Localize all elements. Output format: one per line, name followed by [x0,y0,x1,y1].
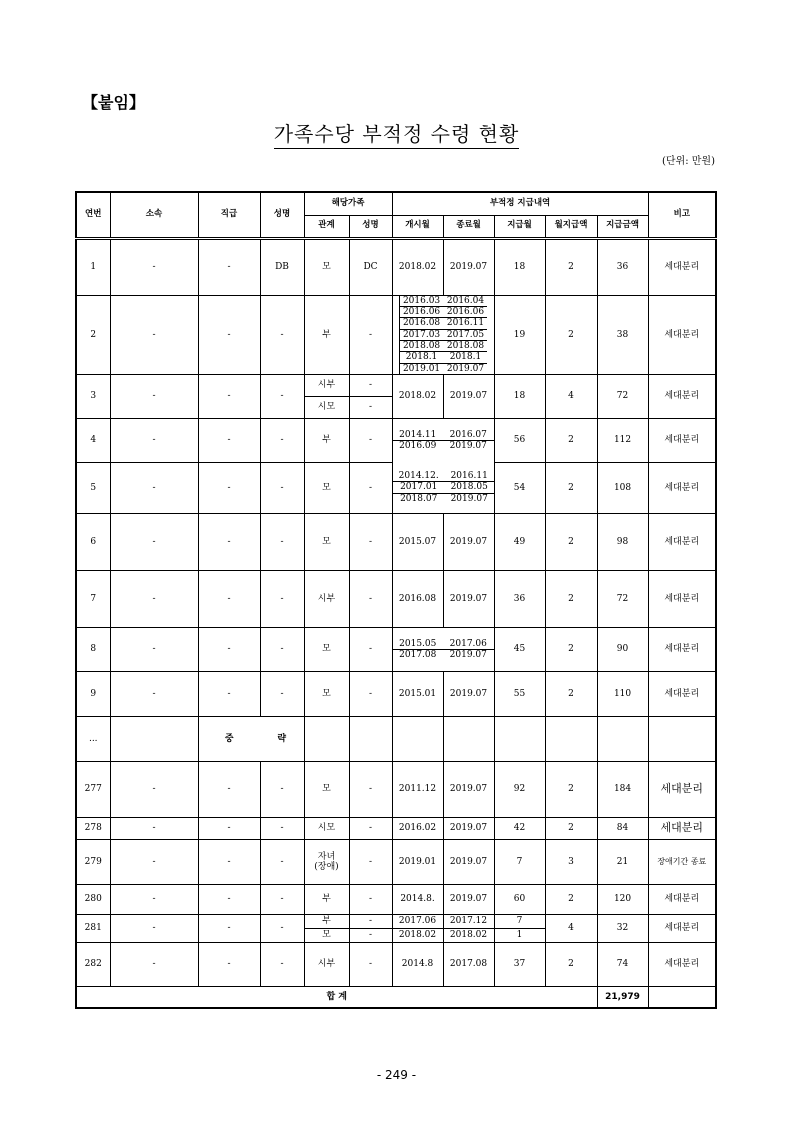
cell-rank: - [198,671,260,716]
table-row [76,295,716,374]
header-rank: 직급 [198,192,260,238]
cell-monthly: 2 [545,295,597,374]
cell-months: 56 [494,418,545,462]
header-monthly: 월지급액 [545,215,597,238]
cell-rank: - [198,839,260,884]
cell-end: 2019.07 [443,761,494,817]
cell-start: 2015.01 [392,671,443,716]
cell-name: - [260,761,304,817]
cell-rank: - [198,570,260,627]
cell-rank: - [198,238,260,295]
period-start: 2016.06 [399,306,443,317]
cell-rank: - [198,884,260,914]
cell-end: 2017.12 [443,914,494,928]
period-end: 2019.07 [446,363,485,374]
cell-dept: - [110,570,198,627]
cell-dept [110,716,198,761]
cell-amount: 84 [597,817,648,839]
cell-family-name: - [349,761,392,817]
cell-months: 7 [494,839,545,884]
cell-note: 세대분리 [648,295,716,374]
cell-relation [304,716,349,761]
period-end: 2019.07 [450,493,488,504]
cell-no: 9 [76,671,110,716]
header-note: 비고 [648,192,716,238]
cell-relation: 모 [304,928,349,942]
period-end: 2016.11 [445,471,494,482]
period-start: 2014.11 [393,430,444,441]
cell-family-name: DC [349,238,392,295]
cell-end: 2019.07 [443,671,494,716]
cell-amount: 98 [597,513,648,570]
cell-family-name: - [349,418,392,462]
cell-monthly: 2 [545,671,597,716]
cell-relation: 시모 [304,396,349,418]
cell-dept: - [110,238,198,295]
cell-family-name: - [349,462,392,513]
period-end: 2016.06 [444,306,488,317]
cell-no: ... [76,716,110,761]
title-text: 가족수당 부적정 수령 현황 [274,122,520,149]
cell-start: 2018.02 [392,238,443,295]
cell-months: 54 [494,462,545,513]
cell-note: 장애기간 종료 [648,839,716,884]
period-end: 2017.06 [443,639,494,650]
header-name: 성명 [260,192,304,238]
cell-start: 2018.02 [392,374,443,418]
period-end: 2019.07 [449,649,487,660]
cell-no: 3 [76,374,110,418]
cell-amount: 90 [597,627,648,671]
cell-dept: - [110,295,198,374]
cell-family-name: - [349,928,392,942]
cell-start: 2016.02 [392,817,443,839]
period-list [392,418,494,462]
cell-amount: 72 [597,374,648,418]
cell-dept: - [110,418,198,462]
cell-amount: 21 [597,839,648,884]
header-end: 종료월 [443,215,494,238]
cell-dept: - [110,942,198,986]
cell-relation: 모 [304,627,349,671]
cell-end: 2019.07 [443,817,494,839]
period-end: 2018.08 [444,340,488,351]
period-start: 2018.08 [399,340,443,351]
cell-relation: 시부 [304,942,349,986]
cell-start: 2018.02 [392,928,443,942]
period-start: 2018.07 [400,493,438,504]
cell-months: 7 [494,914,545,928]
table-row-omitted [76,716,716,761]
cell-amount: 184 [597,761,648,817]
cell-no: 8 [76,627,110,671]
cell-note: 세대분리 [648,570,716,627]
cell-rank: - [198,627,260,671]
cell-amount: 74 [597,942,648,986]
cell-relation: 부 [304,418,349,462]
cell-note [648,716,716,761]
cell-dept: - [110,761,198,817]
table-row [76,418,716,462]
cell-family-name: - [349,817,392,839]
cell-relation: 모 [304,671,349,716]
header-dept: 소속 [110,192,198,238]
cell-monthly: 4 [545,914,597,942]
cell-months: 92 [494,761,545,817]
header-months: 지급월 [494,215,545,238]
cell-rank: - [198,513,260,570]
cell-note: 세대분리 [648,374,716,418]
cell-note: 세대분리 [648,817,716,839]
cell-months: 45 [494,627,545,671]
cell-end: 2019.07 [443,884,494,914]
cell-note: 세대분리 [648,914,716,942]
cell-rank: - [198,462,260,513]
cell-name: - [260,839,304,884]
cell-family-name: - [349,374,392,396]
period-start: 2016.08 [399,318,443,329]
cell-start: 2015.07 [392,513,443,570]
header-family-name: 성명 [349,215,392,238]
cell-no: 278 [76,817,110,839]
cell-months [494,716,545,761]
period-start: 2018.1 [399,352,443,363]
cell-relation: 모 [304,462,349,513]
omitted-text-1: 중 [198,716,260,761]
cell-start: 2017.06 [392,914,443,928]
cell-relation: 시부 [304,374,349,396]
period-end: 2016.07 [443,430,494,441]
cell-name: - [260,570,304,627]
cell-amount: 72 [597,570,648,627]
cell-amount: 32 [597,914,648,942]
period-start: 2014.12. [393,471,445,482]
cell-name: DB [260,238,304,295]
unit-label: (단위: 만원) [662,156,715,167]
cell-months: 37 [494,942,545,986]
cell-monthly: 2 [545,238,597,295]
cell-note: 세대분리 [648,671,716,716]
cell-note: 세대분리 [648,462,716,513]
cell-start: 2014.8. [392,884,443,914]
total-amount: 21,979 [597,986,648,1008]
cell-dept: - [110,914,198,942]
document-title [0,118,793,147]
cell-months: 42 [494,817,545,839]
cell-name: - [260,418,304,462]
header-start: 개시월 [392,215,443,238]
cell-rank: - [198,418,260,462]
cell-end: 2019.07 [443,513,494,570]
cell-note: 세대분리 [648,627,716,671]
cell-no: 4 [76,418,110,462]
table-row [76,671,716,716]
table-row [76,374,716,396]
cell-amount: 36 [597,238,648,295]
attachment-label: 【붙임】 [82,93,145,112]
cell-rank: - [198,374,260,418]
period-end: 2017.05 [444,329,488,340]
cell-start: 2016.08 [392,570,443,627]
cell-name: - [260,914,304,942]
cell-months: 18 [494,238,545,295]
cell-months: 55 [494,671,545,716]
cell-monthly: 3 [545,839,597,884]
table-row [76,238,716,295]
period-end: 2019.07 [449,441,487,452]
cell-rank: - [198,817,260,839]
cell-dept: - [110,462,198,513]
cell-start: 2011.12 [392,761,443,817]
cell-note: 세대분리 [648,418,716,462]
cell-end: 2019.07 [443,839,494,884]
cell-dept: - [110,884,198,914]
cell-no: 2 [76,295,110,374]
cell-rank: - [198,914,260,942]
cell-monthly: 2 [545,761,597,817]
cell-relation: 부 [304,295,349,374]
cell-monthly: 2 [545,884,597,914]
page-number: - 249 - [376,1068,417,1082]
cell-family-name: - [349,884,392,914]
cell-monthly: 4 [545,374,597,418]
table-row [76,914,716,928]
cell-monthly: 2 [545,462,597,513]
cell-months: 1 [494,928,545,942]
cell-dept: - [110,513,198,570]
cell-monthly [545,716,597,761]
cell-months: 60 [494,884,545,914]
cell-relation: 시부 [304,570,349,627]
cell-name: - [260,462,304,513]
header-amount: 지급금액 [597,215,648,238]
table-row [76,513,716,570]
cell-family-name: - [349,396,392,418]
cell-amount [597,716,648,761]
cell-note: 세대분리 [648,884,716,914]
cell-name: - [260,884,304,914]
cell-note: 세대분리 [648,238,716,295]
cell-start [392,716,443,761]
table-row [76,839,716,884]
cell-name: - [260,513,304,570]
cell-no: 279 [76,839,110,884]
cell-end: 2019.07 [443,238,494,295]
cell-dept: - [110,374,198,418]
cell-amount: 108 [597,462,648,513]
cell-rank: - [198,942,260,986]
cell-relation: 부 [304,914,349,928]
cell-name: - [260,942,304,986]
cell-dept: - [110,671,198,716]
total-row [76,986,716,1008]
cell-name: - [260,295,304,374]
cell-months: 18 [494,374,545,418]
relation-line-2: (장애) [314,861,339,872]
period-start: 2017.03 [399,329,443,340]
cell-no: 6 [76,513,110,570]
cell-note: 세대분리 [648,761,716,817]
cell-name: - [260,817,304,839]
cell-end: 2019.07 [443,570,494,627]
period-list [392,627,494,671]
period-list [392,295,494,374]
cell-relation: 모 [304,238,349,295]
cell-note: 세대분리 [648,513,716,570]
period-list [392,462,494,513]
cell-rank: - [198,295,260,374]
cell-rank: - [198,761,260,817]
cell-family-name [349,716,392,761]
cell-no: 280 [76,884,110,914]
period-start: 2016.09 [399,441,437,452]
period-end: 2016.11 [444,318,488,329]
table-row [76,884,716,914]
cell-family-name: - [349,570,392,627]
period-end: 2018.05 [445,482,494,493]
cell-no: 277 [76,761,110,817]
cell-family-name: - [349,671,392,716]
cell-relation: 모 [304,513,349,570]
cell-dept: - [110,817,198,839]
cell-name: - [260,671,304,716]
cell-amount: 38 [597,295,648,374]
period-start: 2017.08 [399,649,437,660]
cell-monthly: 2 [545,418,597,462]
period-start: 2019.01 [402,363,441,374]
total-note [648,986,716,1008]
cell-dept: - [110,627,198,671]
omitted-text-2: 략 [260,716,304,761]
cell-family-name: - [349,627,392,671]
cell-amount: 120 [597,884,648,914]
table-row [76,627,716,671]
period-end: 2016.04 [444,296,488,307]
cell-monthly: 2 [545,817,597,839]
period-start: 2017.01 [393,482,445,493]
cell-end: 2019.07 [443,374,494,418]
cell-monthly: 2 [545,942,597,986]
cell-family-name: - [349,513,392,570]
cell-relation [304,839,349,884]
period-start: 2015.05 [393,639,444,650]
cell-no: 7 [76,570,110,627]
cell-months: 36 [494,570,545,627]
cell-name: - [260,627,304,671]
period-end: 2018.1 [444,352,488,363]
period-start: 2016.03 [399,296,443,307]
cell-relation: 부 [304,884,349,914]
table-row [76,942,716,986]
cell-name: - [260,374,304,418]
cell-no: 1 [76,238,110,295]
cell-monthly: 2 [545,627,597,671]
table-row [76,462,716,513]
cell-family-name: - [349,295,392,374]
cell-end [443,716,494,761]
cell-note: 세대분리 [648,942,716,986]
cell-months: 49 [494,513,545,570]
cell-dept: - [110,839,198,884]
table-row [76,761,716,817]
header-relation: 관계 [304,215,349,238]
table-row [76,817,716,839]
cell-family-name: - [349,942,392,986]
cell-start: 2019.01 [392,839,443,884]
cell-months: 19 [494,295,545,374]
cell-amount: 112 [597,418,648,462]
cell-family-name: - [349,914,392,928]
header-payment: 부적정 지급내역 [392,192,648,215]
cell-start: 2014.8 [392,942,443,986]
header-no: 연번 [76,192,110,238]
cell-end: 2017.08 [443,942,494,986]
cell-amount: 110 [597,671,648,716]
relation-line-1: 자녀 [317,851,336,862]
cell-no: 282 [76,942,110,986]
cell-relation: 모 [304,761,349,817]
header-family: 해당가족 [304,192,392,215]
cell-family-name: - [349,839,392,884]
cell-monthly: 2 [545,513,597,570]
payment-table [75,191,717,1009]
cell-monthly: 2 [545,570,597,627]
cell-no: 281 [76,914,110,942]
table-row [76,570,716,627]
cell-relation: 시모 [304,817,349,839]
cell-end: 2018.02 [443,928,494,942]
cell-no: 5 [76,462,110,513]
total-label: 합 계 [76,986,597,1008]
